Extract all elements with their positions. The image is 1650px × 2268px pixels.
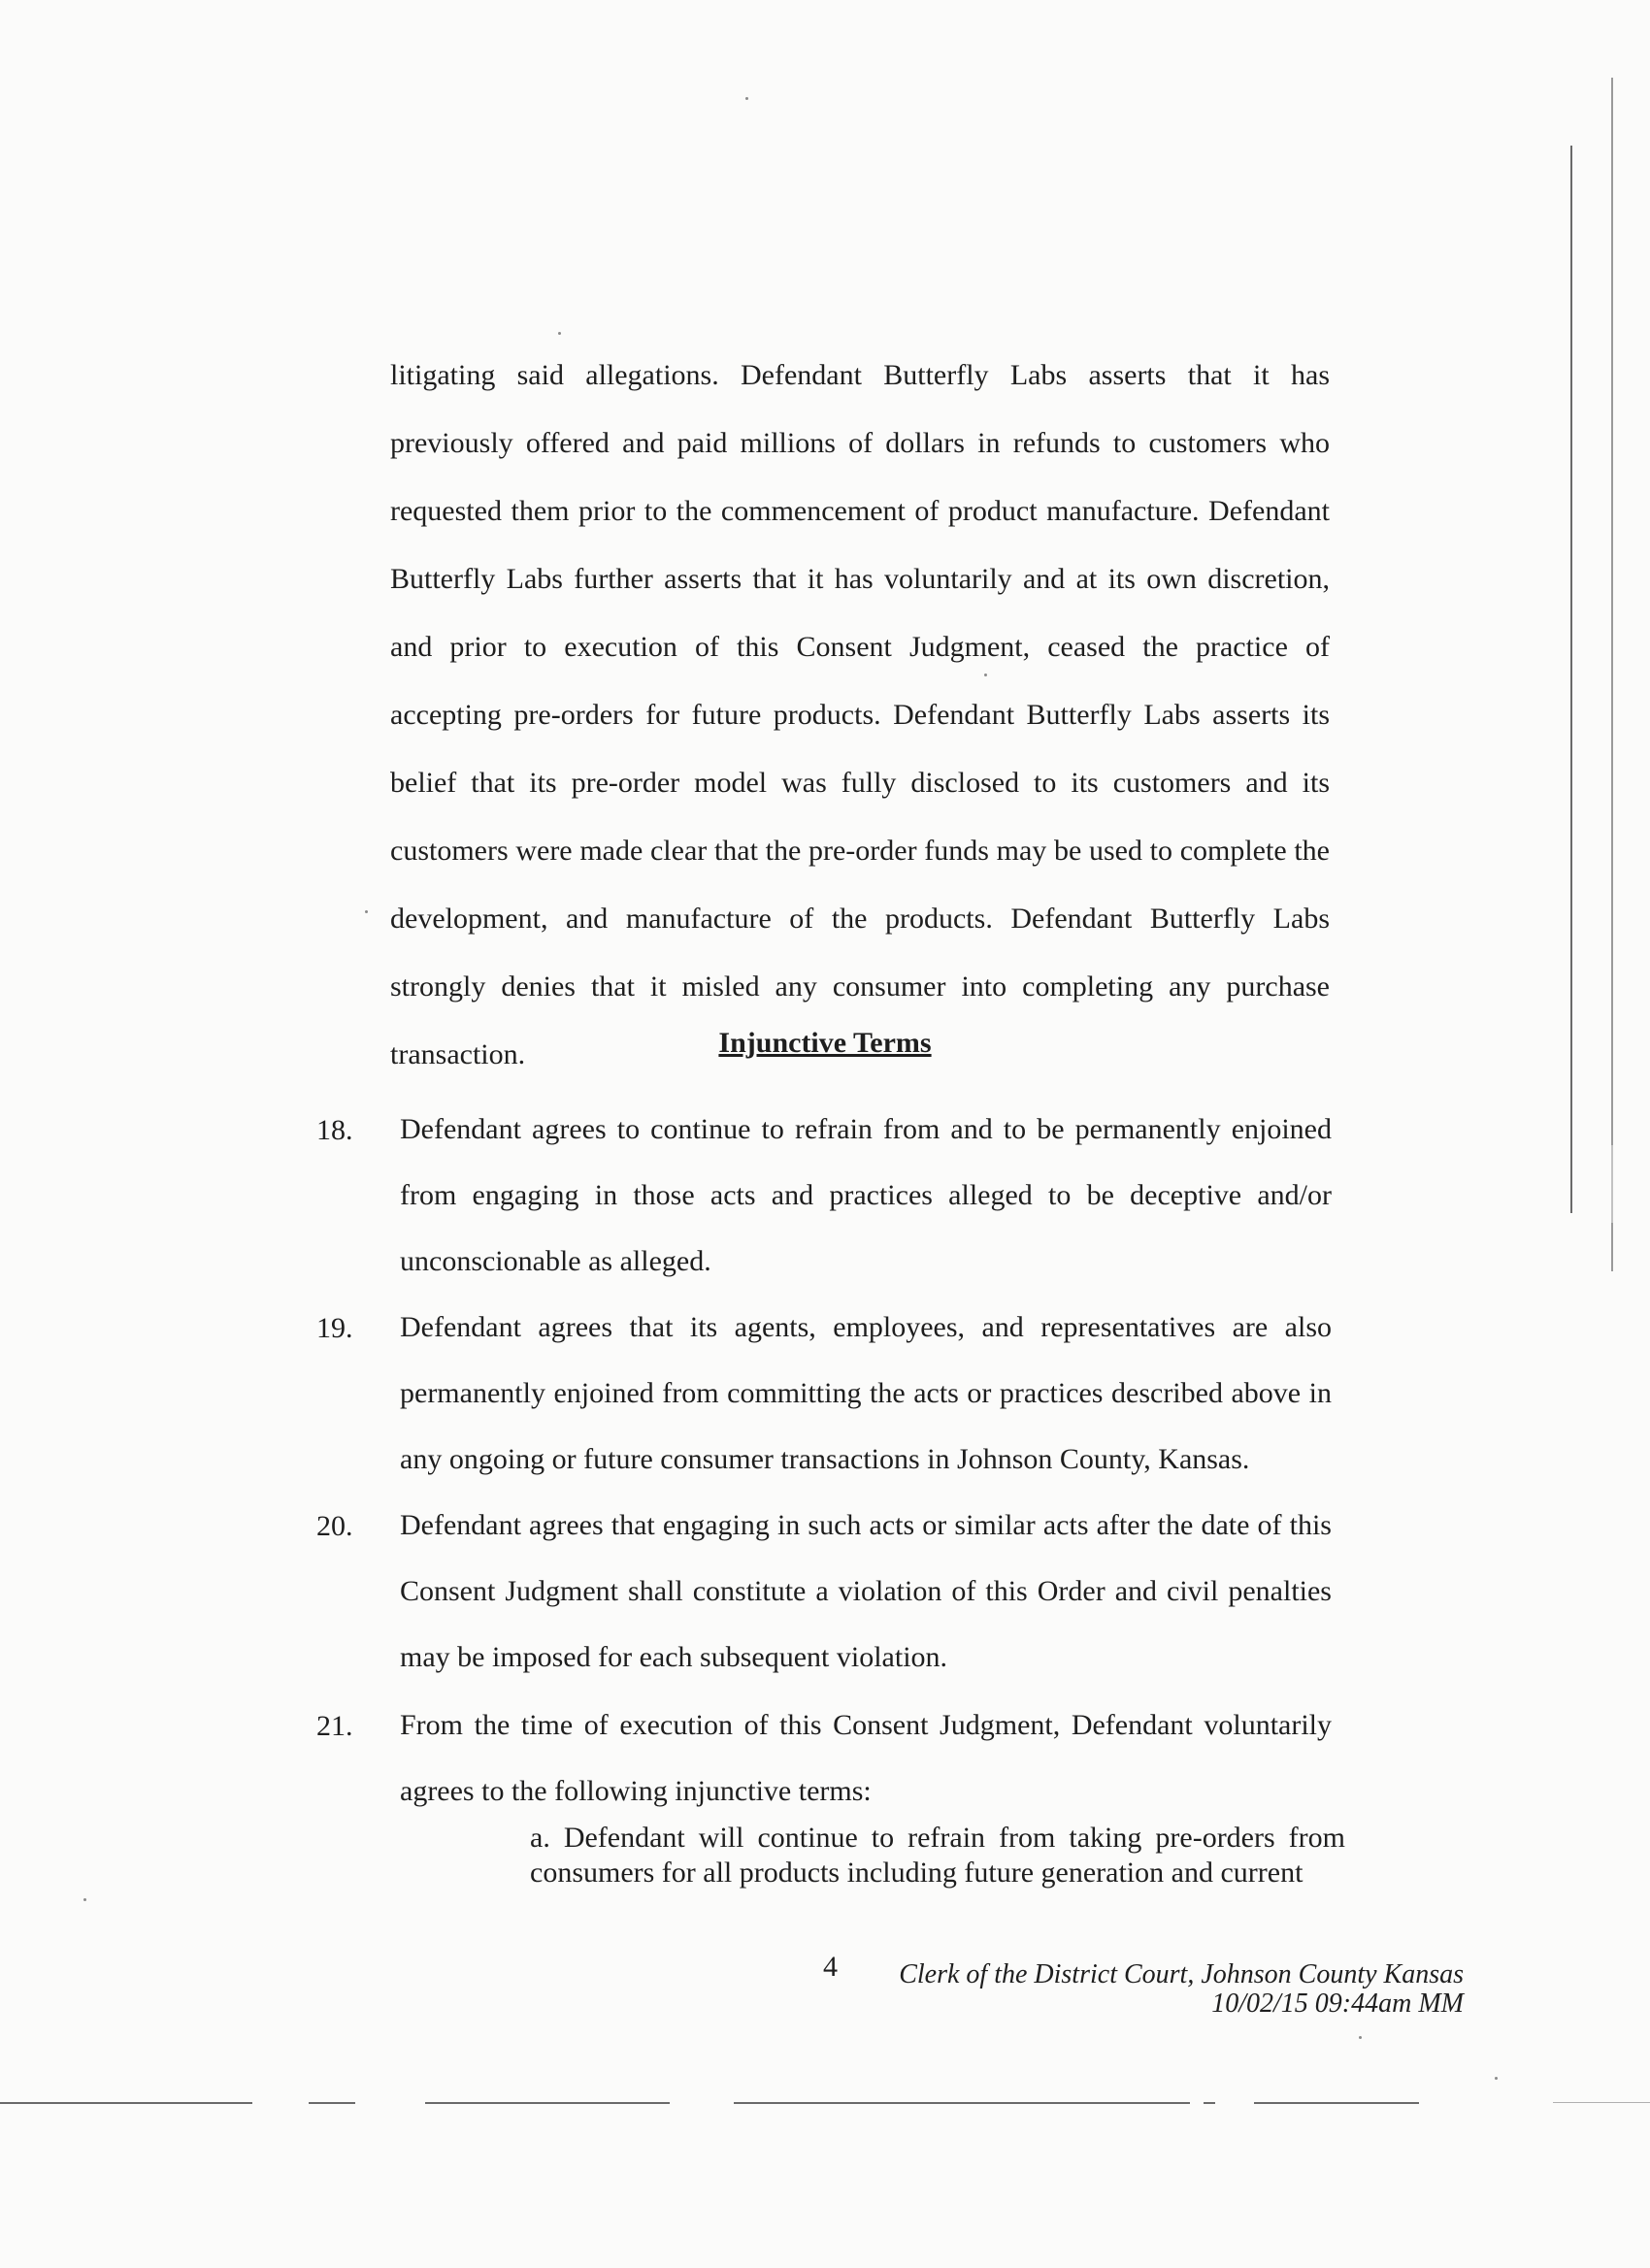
clerk-stamp-line2: 10/02/15 09:44am MM xyxy=(1211,1989,1464,2019)
item-text: Defendant agrees to continue to refrain from and to be permanently enjoined from engaging in those acts and practices alleged to be deceptive and/or unconscionable as alleged. xyxy=(400,1113,1332,1277)
scan-bottom-line xyxy=(1553,2102,1650,2103)
scan-speck xyxy=(745,97,748,100)
clerk-stamp-line1: Clerk of the District Court, Johnson County Kansas xyxy=(899,1959,1464,1989)
scan-bottom-line xyxy=(0,2102,252,2104)
scan-bottom-line xyxy=(734,2102,1149,2104)
scan-bottom-line xyxy=(425,2102,670,2104)
scan-bottom-line xyxy=(1145,2102,1190,2104)
clerk-stamp xyxy=(899,1960,1464,2019)
scan-speck xyxy=(1359,2036,1362,2039)
item-number: 20. xyxy=(316,1510,353,1542)
scan-edge-mark xyxy=(1611,1145,1613,1223)
scan-speck xyxy=(558,332,561,335)
subitem-a: a. Defendant will continue to refrain from taking pre-orders from consumers for all products including future generation and current xyxy=(530,1822,1345,1889)
scan-speck xyxy=(1495,2077,1498,2080)
scan-bottom-line xyxy=(309,2102,355,2104)
item-text: Defendant agrees that engaging in such acts or similar acts after the date of this Consent Judgment shall constitute a violation of this Order and civil penalties may be imposed for each subsequent violation. xyxy=(400,1509,1332,1673)
item-text: From the time of execution of this Consent Judgment, Defendant voluntarily agrees to the following injunctive terms: xyxy=(400,1709,1332,1807)
item-number: 21. xyxy=(316,1710,353,1742)
scan-bottom-line xyxy=(1254,2102,1419,2104)
section-heading: Injunctive Terms xyxy=(718,1027,932,1059)
item-number: 19. xyxy=(316,1312,353,1344)
page-number: 4 xyxy=(823,1951,838,1983)
intro-paragraph: litigating said allegations. Defendant Butterfly Labs asserts that it has previously offered and paid millions of dollars in refunds to customers who requested them prior to the commencement of product manufacture. Defendant Butterfly Labs further asserts that it has voluntarily and at its own discretion, and prior to execution of this Consent Judgment, ceased the practice of accepting pre-orders for future products. Defendant Butterfly Labs asserts its belief that its pre-order model was fully disclosed to its customers and its customers were made clear that the pre-order funds may be used to complete the development, and manufacture of the products. Defendant Butterfly Labs strongly denies that it misled any consumer into completing any purchase transaction. xyxy=(390,359,1330,1070)
scan-bottom-line xyxy=(1204,2102,1215,2104)
item-number: 18. xyxy=(316,1114,353,1146)
scan-edge-mark xyxy=(1611,78,1613,1271)
item-text: Defendant agrees that its agents, employees, and representatives are also permanently enjoined from committing the acts or practices described above in any ongoing or future consumer transactions in Johnson County, Kansas. xyxy=(400,1311,1332,1475)
scan-speck xyxy=(83,1898,86,1901)
scan-speck xyxy=(365,910,368,913)
